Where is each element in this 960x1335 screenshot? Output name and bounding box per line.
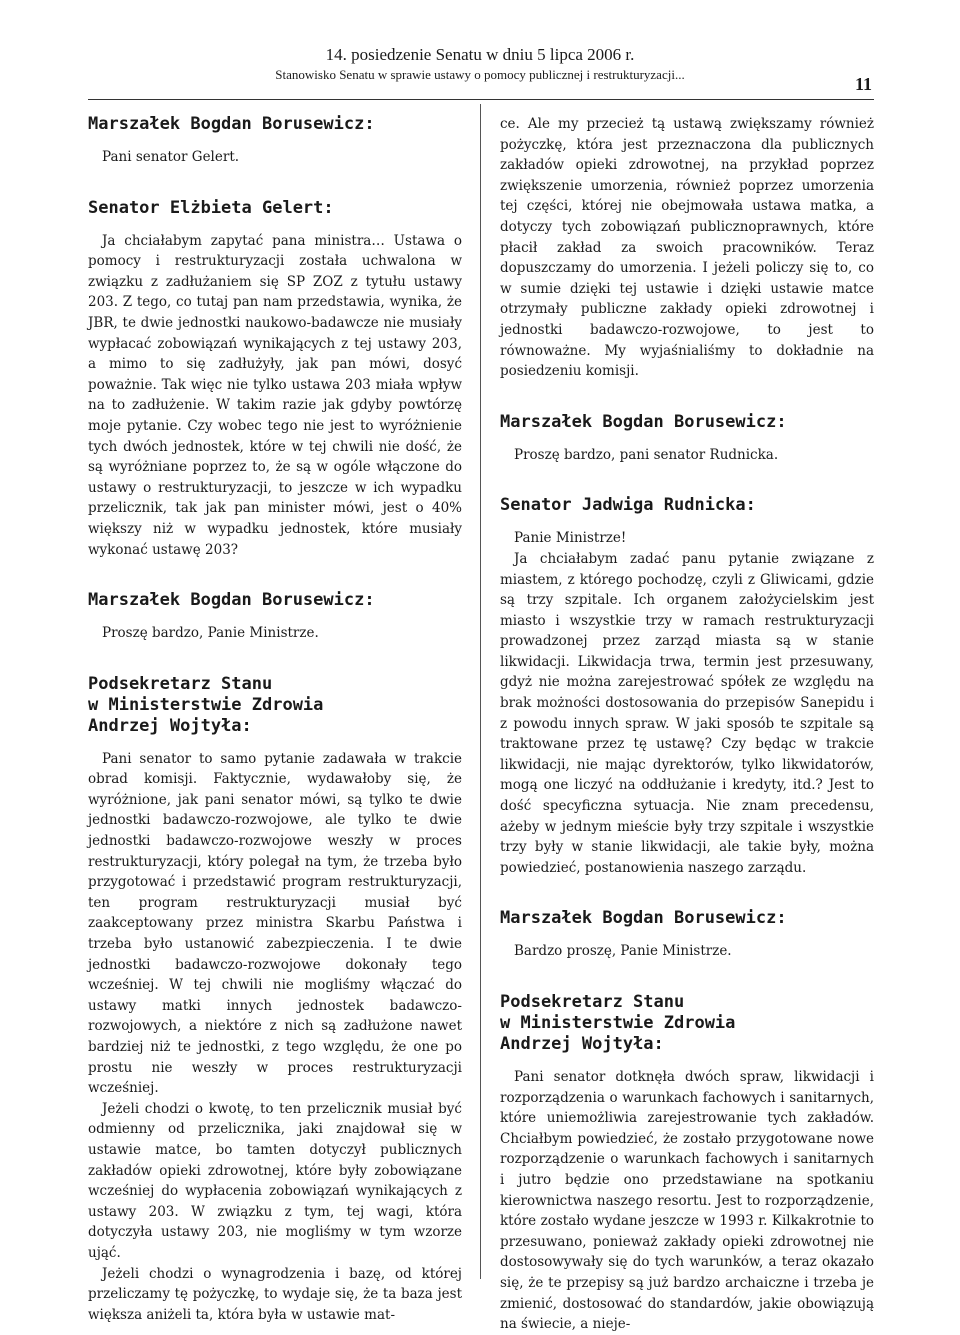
speaker-heading: Marszałek Bogdan Borusewicz: — [500, 411, 787, 432]
speech-paragraph: Bardzo proszę, Panie Ministrze. — [514, 943, 732, 960]
speech-paragraph: Proszę bardzo, Panie Ministrze. — [102, 625, 319, 642]
speaker-heading: Marszałek Bogdan Borusewicz: — [88, 590, 375, 611]
speaker-name-line: Andrzej Wojtyła: — [500, 1034, 664, 1054]
speaker-title-line: w Ministerstwie Zdrowia — [500, 1013, 736, 1033]
speech-paragraph: Proszę bardzo, pani senator Rudnicka. — [514, 446, 779, 463]
speaker-title-line: Podsekretarz Stanu — [88, 673, 273, 694]
speaker-heading: Senator Jadwiga Rudnicka: — [500, 495, 756, 516]
header-subtitle: Stanowisko Senatu w sprawie ustawy o pomocy publicznej i restrukturyzacji... — [275, 67, 685, 82]
speech-paragraph: ce. Ale my przecież tą ustawą zwiększamy również pożyczkę, która jest przeznaczona dla publicznych zakładów opieki zdrowotnej, na przykład poprzez zwiększenie umorzenia, również poprzez umorzenia tej części, której nie obejmowała ustawa matka, a dotyczy tych zobowiązań publicznoprawnych, które płacił zakład za swoich pracowników. Teraz dopuszczamy do umorzenia. I jeżeli policzy się to, co w sumie dzięki tej ustawie i dzięki ustawie matce otrzymały publiczne zakłady opieki zdrowotnej i jednostki badawczo-rozwojowe, to jest to równoważne. My wyjaśnialiśmy to dokładnie na posiedzeniu komisji. — [500, 116, 874, 380]
speaker-heading — [500, 992, 874, 1055]
right-column — [500, 114, 874, 1335]
speaker-heading — [88, 674, 462, 737]
speaker-name-line: Andrzej Wojtyła: — [88, 715, 252, 736]
page-number: 11 — [854, 74, 872, 94]
speech-paragraph: Jeżeli chodzi o kwotę, to ten przelicznik musiał być odmienny od przelicznika, jaki znajdował się w ustawie matce, bo tamten dotyczył publicznych zakładów opieki zdrowotnej, które były zobowiązane wcześniej do wypłacenia zobowiązań wynikających z ustawy 203. W związku z tym, tej wagi, która dotyczyła ustawy 203, nie mogliśmy w tym wzorze ująć. — [88, 1100, 462, 1261]
speech-paragraph: Pani senator Gelert. — [102, 149, 240, 165]
speech-paragraph: Panie Ministrze! — [514, 530, 627, 547]
running-header — [0, 44, 960, 84]
speaker-heading: Senator Elżbieta Gelert: — [88, 197, 334, 218]
speech-paragraph: Pani senator to samo pytanie zadawała w trakcie obrad komisji. Faktycznie, wydawałoby się, że wyróżnione, jak pani senator mówi, są tylko te dwie jednostki badawczo-rozwojowe, ale tylko te dwie jednostki badawczo-rozwojowe weszły w proces restrukturyzacji, który polegał na tym, że trzeba było przygotować i przedstawić program restrukturyzacji, ten program restrukturyzacji musiał być zaakceptowany przez ministra Skarbu Państwa i trzeba było ustanowić zabezpieczenia. I te dwie jednostki badawczo-rozwojowe dokonały tego wcześniej. W tej chwili nie mogliśmy włączać do ustawy matki innych jednostek badawczo-rozwojowych, a niektóre z nich są zadłużone nawet bardziej niż te jednostki, z tego względu, że one po prostu nie weszły w proces restrukturyzacji wcześniej. — [88, 750, 462, 1097]
speaker-title-line: Podsekretarz Stanu — [500, 992, 685, 1012]
column-divider — [480, 104, 481, 1279]
speech-paragraph: Jeżeli chodzi o wynagrodzenia i bazę, od której przeliczamy tę pożyczkę, to wydaje się, że ta baza jest większa aniżeli ta, która była w ustawie mat- — [88, 1265, 462, 1323]
speaker-heading: Marszałek Bogdan Borusewicz: — [500, 908, 787, 929]
speech-paragraph: Pani senator dotknęła dwóch spraw, likwidacji i rozporządzenia o warunkach fachowych i sanitarnych, które uniemożliwia zarejestrowanie tych zakładów. Chciałbym powiedzieć, że zostało przygotowane nowe rozporządzenie o warunkach fachowych i sanitarnych i jutro będzie ono przedstawiane na spotkaniu kierownictwa naszego resortu. Jest to rozporządzenie, które zostało wydane jeszcze w 1993 r. Kilkakrotnie to przesuwano, ponieważ zakłady opieki zdrowotnej nie dostosowywały się do tych warunków, a teraz okazało się, że te przepisy są już bardzo archaiczne i trzeba je zmienić, dostosować do standardów, jakie obowiązują na świecie, a nieje- — [500, 1069, 874, 1333]
left-column — [88, 114, 462, 1325]
header-rule — [88, 99, 874, 100]
speech-paragraph: Ja chciałabym zapytać pana ministra… Ustawa o pomocy i restrukturyzacji została uchwalona w związku z zadłużaniem się SP ZOZ z tytułu ustawy 203. Z tego, co tutaj pan nam przedstawia, wynika, że JBR, te dwie jednostki naukowo-badawcze nie musiały wypłacać zobowiązań wynikających z tej ustawy 203, a mimo to się zadłużyły, jak pan mówi, dosyć poważnie. Tak więc nie tylko ustawa 203 miała wpływ na to zadłużenie. W takim razie jak gdyby powtórzę moje pytanie. Czy wobec tego nie jest to wyróżnienie tych dwóch jednostek, które w tej chwili nie dość, że są wyróżniane poprzez to, że są w ogóle włączone do ustawy o restrukturyzacji, to jeszcze w ich wypadku przelicznik, tak jak pan minister mówi, jest o 40% większy niż w wypadku jednostek, które musiały wykonać ustawę 203? — [88, 232, 462, 558]
speaker-title-line: w Ministerstwie Zdrowia — [88, 694, 324, 715]
speaker-heading: Marszałek Bogdan Borusewicz: — [88, 114, 375, 134]
speech-paragraph: Ja chciałabym zadać panu pytanie związane z miastem, z którego pochodzę, czyli z Gliwicami, gdzie są trzy szpitale. Ich organem założycielskim jest miasto i wszystkie trzy w ramach restrukturyzacji prowadzonej przez zarząd miasta są w stanie likwidacji. Likwidacja trwa, termin jest przesuwany, gdyż nie można zarejestrować spółek ze względu na brak możności dostosowania do przepisów Sanepidu i z powodu innych spraw. W jaki sposób te szpitale są traktowane przez tę ustawę? Czy będąc w trakcie likwidacji, nie mając dyrektorów, tylko likwidatorów, mogą one liczyć na oddłużanie i kredyty, itd.? Jest to dość specyficzna sytuacja. Nie znam precedensu, ażeby w jednym mieście były trzy szpitale i wszystkie trzy były w stanie likwidacji, ale takie były, można powiedzieć, postanowienia naszego zarządu. — [500, 550, 874, 876]
header-session-title: 14. posiedzenie Senatu w dniu 5 lipca 2006 r. — [325, 45, 635, 64]
